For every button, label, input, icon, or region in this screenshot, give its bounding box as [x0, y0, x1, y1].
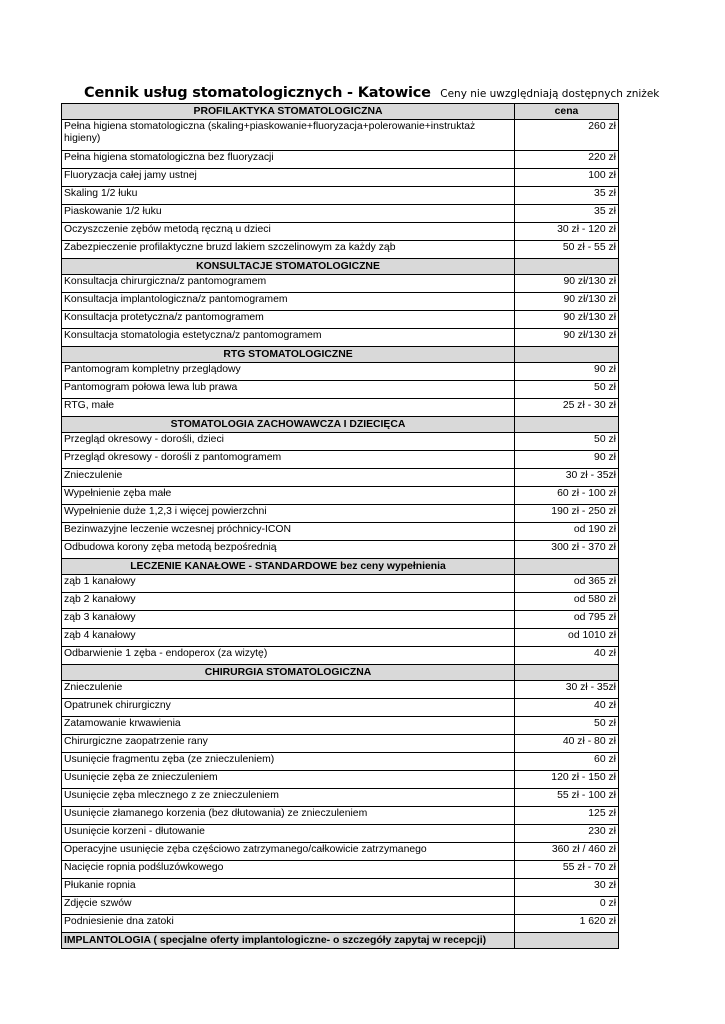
service-name: Operacyjne usunięcie zęba częściowo zatrzymanego/całkowicie zatrzymanego	[62, 843, 515, 861]
service-price: 300 zł - 370 zł	[515, 541, 619, 559]
price-row	[62, 611, 619, 629]
price-row	[62, 187, 619, 205]
service-price: 25 zł - 30 zł	[515, 399, 619, 417]
service-name: Wypełnienie zęba małe	[62, 487, 515, 505]
price-row	[62, 629, 619, 647]
service-price: 90 zł/130 zł	[515, 293, 619, 311]
service-price: 55 zł - 100 zł	[515, 789, 619, 807]
service-price: 220 zł	[515, 151, 619, 169]
service-name: Konsultacja chirurgiczna/z pantomogramem	[62, 275, 515, 293]
service-price: 50 zł	[515, 717, 619, 735]
service-price: 40 zł	[515, 699, 619, 717]
service-name: ząb 4 kanałowy	[62, 629, 515, 647]
price-row	[62, 915, 619, 933]
price-row	[62, 469, 619, 487]
service-price: od 190 zł	[515, 523, 619, 541]
service-price: 90 zł	[515, 363, 619, 381]
service-name: Usunięcie złamanego korzenia (bez dłutowania) ze znieczuleniem	[62, 807, 515, 825]
service-price: 50 zł - 55 zł	[515, 241, 619, 259]
service-name: Pantomogram połowa lewa lub prawa	[62, 381, 515, 399]
service-name: Wypełnienie duże 1,2,3 i więcej powierzchni	[62, 505, 515, 523]
price-disclaimer: Ceny nie uwzględniają dostępnych zniżek	[440, 88, 660, 100]
service-name: Płukanie ropnia	[62, 879, 515, 897]
service-name: Skaling 1/2 łuku	[62, 187, 515, 205]
price-row	[62, 399, 619, 417]
section-header: IMPLANTOLOGIA ( specjalne oferty implantologiczne- o szczegóły zapytaj w recepcji)	[62, 933, 515, 949]
service-name: ząb 3 kanałowy	[62, 611, 515, 629]
service-price: 360 zł / 460 zł	[515, 843, 619, 861]
service-name: Chirurgiczne zaopatrzenie rany	[62, 735, 515, 753]
service-price: 35 zł	[515, 205, 619, 223]
service-price: 40 zł	[515, 647, 619, 665]
price-row	[62, 771, 619, 789]
service-name: Pantomogram kompletny przeglądowy	[62, 363, 515, 381]
service-price: 0 zł	[515, 897, 619, 915]
price-row	[62, 541, 619, 559]
service-name: Opatrunek chirurgiczny	[62, 699, 515, 717]
service-name: ząb 1 kanałowy	[62, 575, 515, 593]
section-header: RTG STOMATOLOGICZNE	[62, 347, 515, 363]
service-price: 55 zł - 70 zł	[515, 861, 619, 879]
service-name: Usunięcie fragmentu zęba (ze znieczuleniem)	[62, 753, 515, 771]
price-row	[62, 433, 619, 451]
service-price: 30 zł	[515, 879, 619, 897]
service-price: 60 zł - 100 zł	[515, 487, 619, 505]
service-price: 260 zł	[515, 120, 619, 151]
price-row	[62, 205, 619, 223]
service-name: Pełna higiena stomatologiczna (skaling+piaskowanie+fluoryzacja+polerowanie+instruktaż higieny)	[62, 120, 515, 151]
service-name: Konsultacja implantologiczna/z pantomogramem	[62, 293, 515, 311]
section-header-row	[62, 665, 619, 681]
service-price: 35 zł	[515, 187, 619, 205]
service-name: Usunięcie zęba mlecznego z ze znieczuleniem	[62, 789, 515, 807]
section-header-row	[62, 417, 619, 433]
service-name: RTG, małe	[62, 399, 515, 417]
price-list-table	[61, 103, 619, 949]
service-name: Konsultacja stomatologia estetyczna/z pantomogramem	[62, 329, 515, 347]
price-row	[62, 861, 619, 879]
price-row	[62, 275, 619, 293]
service-price: 30 zł - 35zł	[515, 469, 619, 487]
service-price: 90 zł/130 zł	[515, 311, 619, 329]
price-row	[62, 735, 619, 753]
price-row	[62, 223, 619, 241]
price-row	[62, 681, 619, 699]
service-name: Przegląd okresowy - dorośli, dzieci	[62, 433, 515, 451]
service-price: 90 zł/130 zł	[515, 275, 619, 293]
price-row	[62, 575, 619, 593]
service-name: Usunięcie korzeni - dłutowanie	[62, 825, 515, 843]
section-header-row	[62, 933, 619, 949]
price-row	[62, 825, 619, 843]
service-price: od 580 zł	[515, 593, 619, 611]
section-header: LECZENIE KANAŁOWE - STANDARDOWE bez ceny wypełnienia	[62, 559, 515, 575]
service-name: Fluoryzacja całej jamy ustnej	[62, 169, 515, 187]
section-header-row	[62, 104, 619, 120]
service-name: Usunięcie zęba ze znieczuleniem	[62, 771, 515, 789]
service-price: 90 zł	[515, 451, 619, 469]
price-row	[62, 897, 619, 915]
service-price: 30 zł - 120 zł	[515, 223, 619, 241]
section-header: KONSULTACJE STOMATOLOGICZNE	[62, 259, 515, 275]
price-row	[62, 647, 619, 665]
price-row	[62, 789, 619, 807]
service-price: 230 zł	[515, 825, 619, 843]
section-header-blank	[515, 417, 619, 433]
price-row	[62, 120, 619, 151]
service-price: 190 zł - 250 zł	[515, 505, 619, 523]
section-header-blank	[515, 559, 619, 575]
section-header-row	[62, 347, 619, 363]
service-price: 50 zł	[515, 381, 619, 399]
price-row	[62, 241, 619, 259]
price-row	[62, 753, 619, 771]
section-header: CHIRURGIA STOMATOLOGICZNA	[62, 665, 515, 681]
section-header-row	[62, 559, 619, 575]
section-header: STOMATOLOGIA ZACHOWAWCZA I DZIECIĘCA	[62, 417, 515, 433]
price-row	[62, 843, 619, 861]
price-row	[62, 151, 619, 169]
service-name: Zdjęcie szwów	[62, 897, 515, 915]
section-header-blank	[515, 347, 619, 363]
price-row	[62, 381, 619, 399]
price-row	[62, 593, 619, 611]
service-price: 125 zł	[515, 807, 619, 825]
section-header-blank	[515, 259, 619, 275]
service-name: ząb 2 kanałowy	[62, 593, 515, 611]
price-row	[62, 699, 619, 717]
section-header-row	[62, 259, 619, 275]
service-name: Nacięcie ropnia podśluzówkowego	[62, 861, 515, 879]
service-price: 40 zł - 80 zł	[515, 735, 619, 753]
price-row	[62, 487, 619, 505]
price-row	[62, 169, 619, 187]
service-price: od 1010 zł	[515, 629, 619, 647]
price-row	[62, 363, 619, 381]
section-header-blank	[515, 933, 619, 949]
service-price: 90 zł/130 zł	[515, 329, 619, 347]
service-price: od 365 zł	[515, 575, 619, 593]
service-name: Zatamowanie krwawienia	[62, 717, 515, 735]
document-title-line	[84, 84, 659, 102]
price-row	[62, 505, 619, 523]
service-name: Piaskowanie 1/2 łuku	[62, 205, 515, 223]
service-name: Znieczulenie	[62, 469, 515, 487]
document-title: Cennik usług stomatologicznych - Katowice	[84, 85, 431, 101]
service-price: 60 zł	[515, 753, 619, 771]
price-row	[62, 807, 619, 825]
service-name: Odbudowa korony zęba metodą bezpośrednią	[62, 541, 515, 559]
service-name: Podniesienie dna zatoki	[62, 915, 515, 933]
service-name: Pełna higiena stomatologiczna bez fluoryzacji	[62, 151, 515, 169]
service-price: od 795 zł	[515, 611, 619, 629]
service-name: Przegląd okresowy - dorośli z pantomogramem	[62, 451, 515, 469]
price-row	[62, 523, 619, 541]
price-row	[62, 329, 619, 347]
section-header: PROFILAKTYKA STOMATOLOGICZNA	[62, 104, 515, 120]
price-row	[62, 717, 619, 735]
service-price: 100 zł	[515, 169, 619, 187]
service-price: 30 zł - 35zł	[515, 681, 619, 699]
price-row	[62, 879, 619, 897]
service-name: Bezinwazyjne leczenie wczesnej próchnicy-ICON	[62, 523, 515, 541]
service-name: Oczyszczenie zębów metodą ręczną u dzieci	[62, 223, 515, 241]
service-name: Znieczulenie	[62, 681, 515, 699]
service-name: Zabezpieczenie profilaktyczne bruzd lakiem szczelinowym za każdy ząb	[62, 241, 515, 259]
section-header-blank	[515, 665, 619, 681]
service-name: Odbarwienie 1 zęba - endoperox (za wizytę)	[62, 647, 515, 665]
service-price: 50 zł	[515, 433, 619, 451]
price-row	[62, 293, 619, 311]
price-column-header: cena	[515, 104, 619, 120]
price-row	[62, 311, 619, 329]
service-price: 1 620 zł	[515, 915, 619, 933]
service-price: 120 zł - 150 zł	[515, 771, 619, 789]
service-name: Konsultacja protetyczna/z pantomogramem	[62, 311, 515, 329]
price-row	[62, 451, 619, 469]
